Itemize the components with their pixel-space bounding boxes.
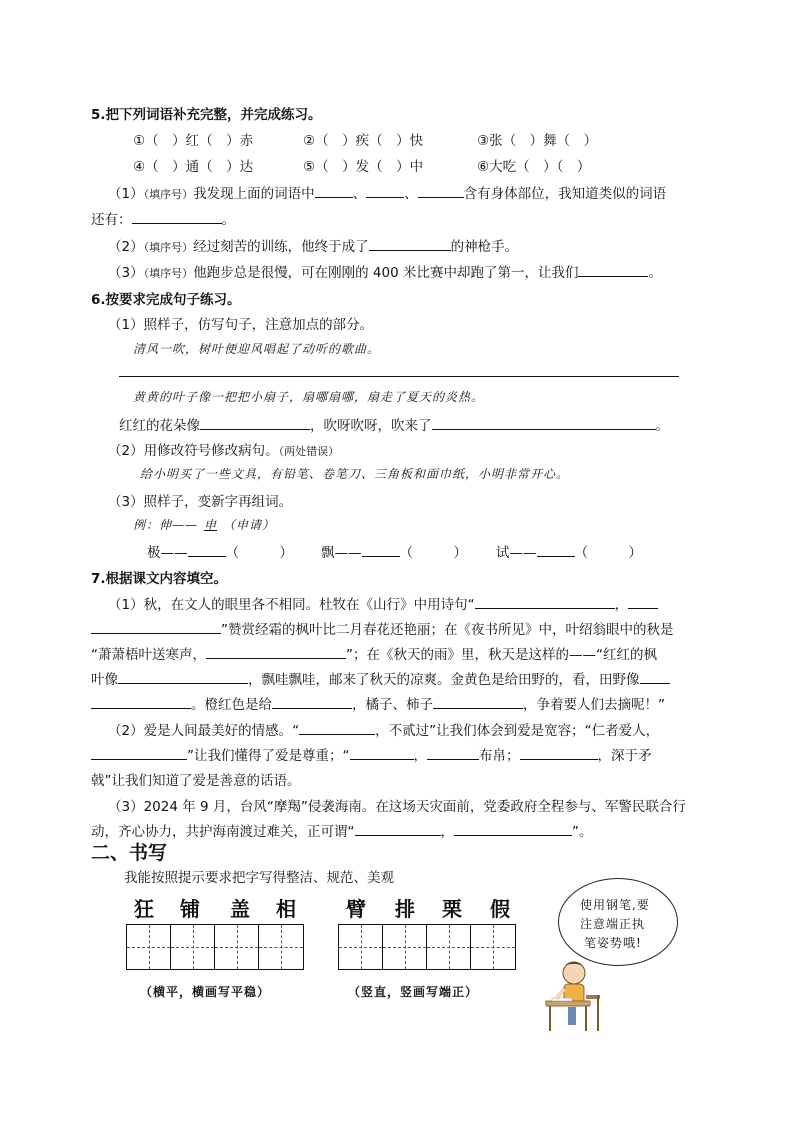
q5-item-1: ①（ ）红（ ）赤	[133, 133, 254, 149]
answer-blank[interactable]	[91, 694, 191, 709]
answer-blank[interactable]	[369, 236, 451, 251]
q5-sub2: （2）（填序号）经过刻苦的训练，他终于成了 的神枪手。	[108, 235, 518, 255]
answer-blank[interactable]	[362, 542, 400, 557]
answer-blank[interactable]	[355, 821, 441, 836]
char-bi: 臂	[346, 897, 366, 921]
writing-cell[interactable]	[427, 925, 471, 969]
writing-instruction: 我能按照提示要求把字写得整洁、规范、美观	[124, 870, 394, 886]
q6-example-2: 黄黄的叶子像一把把小扇子，扇哪扇哪，扇走了夏天的炎热。	[133, 390, 485, 404]
bubble-line-3: 笔姿势哦!	[584, 936, 642, 950]
q5-sub1-cont: 还有： 。	[91, 208, 235, 228]
answer-blank[interactable]	[427, 745, 479, 760]
char-pai: 排	[395, 897, 415, 921]
answer-blank[interactable]	[418, 183, 464, 198]
answer-blank[interactable]	[315, 183, 353, 198]
q6-example-3: 例：伸—— 申 （申请）	[133, 518, 276, 532]
writing-cell[interactable]	[383, 925, 427, 969]
q5-sub1: （1）（填序号）我发现上面的词语中 、 、 含有身体部位，我知道类似的词语	[108, 182, 666, 202]
caption-2: （竖直，竖画写端正）	[348, 985, 479, 999]
answer-blank[interactable]	[200, 415, 310, 430]
answer-blank[interactable]	[299, 720, 375, 735]
answer-blank[interactable]	[628, 594, 658, 609]
q7-line-3: “萧萧梧叶送寒声， ”；在《秋天的雨》里，秋天是这样的——“红红的枫	[91, 643, 657, 663]
q6-item-piao: 飘—— （ ）	[321, 541, 467, 561]
writing-grid-2[interactable]	[338, 924, 516, 970]
answer-line[interactable]	[119, 376, 679, 377]
char-pu: 铺	[180, 897, 200, 921]
q5-item-2: ②（ ）疾（ ）快	[303, 133, 424, 149]
q7-line-1: （1）秋，在文人的眼里各不相同。杜牧在《山行》中用诗句“ ，	[108, 593, 658, 613]
char-kuang: 狂	[134, 897, 154, 921]
answer-blank[interactable]	[366, 183, 404, 198]
q6-sick-sentence: 给小明买了一些文具，有铅笔、卷笔刀、三角板和面巾纸，小明非常开心。	[140, 467, 570, 481]
writing-cell[interactable]	[171, 925, 215, 969]
q7-line-10: 动，齐心协力，共护海南渡过难关，正可谓“ ， ”。	[91, 820, 593, 840]
char-gai: 盖	[230, 897, 250, 921]
section-heading: 二、书写	[91, 842, 168, 864]
writing-cell[interactable]	[259, 925, 303, 969]
q5-item-6: ⑥大吃（ ）（ ）	[477, 159, 591, 175]
bubble-line-1: 使用钢笔,要	[580, 898, 650, 912]
answer-blank[interactable]	[520, 745, 598, 760]
q7-line-5: 。橙红色是给 ，橘子、柿子 ，争着要人们去摘呢！”	[91, 693, 665, 713]
q7-title: 7.根据课文内容填空。	[91, 571, 228, 587]
answer-blank[interactable]	[640, 669, 670, 684]
bubble-line-2: 注意端正执	[580, 917, 646, 931]
q7-line-7: ”让我们懂得了爱是尊重；“ ， 布帛； ，深于矛	[91, 744, 652, 764]
answer-blank[interactable]	[432, 415, 656, 430]
answer-blank[interactable]	[350, 745, 414, 760]
q7-line-9: （3）2024 年 9 月，台风“摩羯”侵袭海南。在这场天灾面前，党委政府全程参与、军警民联合行	[108, 799, 686, 815]
q7-line-6: （2）爱是人间最美好的情感。“ ，不贰过”让我们体会到爱是宽容；“仁者爱人，	[108, 719, 659, 739]
q5-sub3: （3）（填序号）他跑步总是很慢，可在刚刚的 400 米比赛中却跑了第一，让我们 。	[108, 261, 662, 281]
q6-fill-1: 红红的花朵像 ，吹呀吹呀，吹来了 。	[119, 414, 669, 434]
answer-blank[interactable]	[272, 694, 352, 709]
answer-blank[interactable]	[91, 745, 187, 760]
writing-grid-1[interactable]	[126, 924, 304, 970]
char-jia: 假	[490, 897, 510, 921]
answer-blank[interactable]	[188, 542, 226, 557]
answer-blank[interactable]	[537, 542, 575, 557]
q6-item-shi: 试—— （ ）	[496, 541, 642, 561]
answer-blank[interactable]	[454, 821, 572, 836]
char-xiang: 相	[276, 897, 296, 921]
writing-cell[interactable]	[127, 925, 171, 969]
q6-title: 6.按要求完成句子练习。	[91, 292, 241, 308]
child-writing-illustration	[540, 955, 610, 1035]
answer-blank[interactable]	[118, 669, 248, 684]
answer-blank[interactable]	[578, 262, 648, 277]
answer-blank[interactable]	[132, 209, 222, 224]
q6-part3: （3）照样子，变新字再组词。	[108, 494, 293, 510]
q7-line-8: 戟”让我们知道了爱是善意的话语。	[91, 773, 301, 789]
q5-title: 5.把下列词语补充完整，并完成练习。	[91, 107, 322, 123]
answer-blank[interactable]	[91, 619, 221, 634]
char-li: 栗	[442, 897, 462, 921]
q5-item-4: ④（ ）通（ ）达	[133, 159, 254, 175]
q6-part1: （1）照样子，仿写句子，注意加点的部分。	[108, 317, 374, 333]
q5-item-5: ⑤（ ）发（ ）中	[303, 159, 424, 175]
writing-cell[interactable]	[215, 925, 259, 969]
q5-item-3: ③张（ ）舞（ ）	[477, 133, 598, 149]
answer-blank[interactable]	[433, 694, 523, 709]
q7-line-2: ”赞赏经霜的枫叶比二月春花还艳丽；在《夜书所见》中，叶绍翁眼中的秋是	[91, 618, 674, 638]
answer-blank[interactable]	[206, 644, 346, 659]
q6-part2: （2）用修改符号修改病句。（两处错误）	[108, 443, 340, 459]
writing-cell[interactable]	[471, 925, 515, 969]
writing-cell[interactable]	[339, 925, 383, 969]
q7-line-4: 叶像 ，飘哇飘哇，邮来了秋天的凉爽。金黄色是给田野的，看，田野像	[91, 668, 670, 688]
q6-item-ji: 极—— （ ）	[147, 541, 293, 561]
answer-blank[interactable]	[475, 594, 615, 609]
caption-1: （横平，横画写平稳）	[140, 985, 271, 999]
q6-example-1: 清风一吹，树叶便迎风唱起了动听的歌曲。	[133, 342, 381, 356]
